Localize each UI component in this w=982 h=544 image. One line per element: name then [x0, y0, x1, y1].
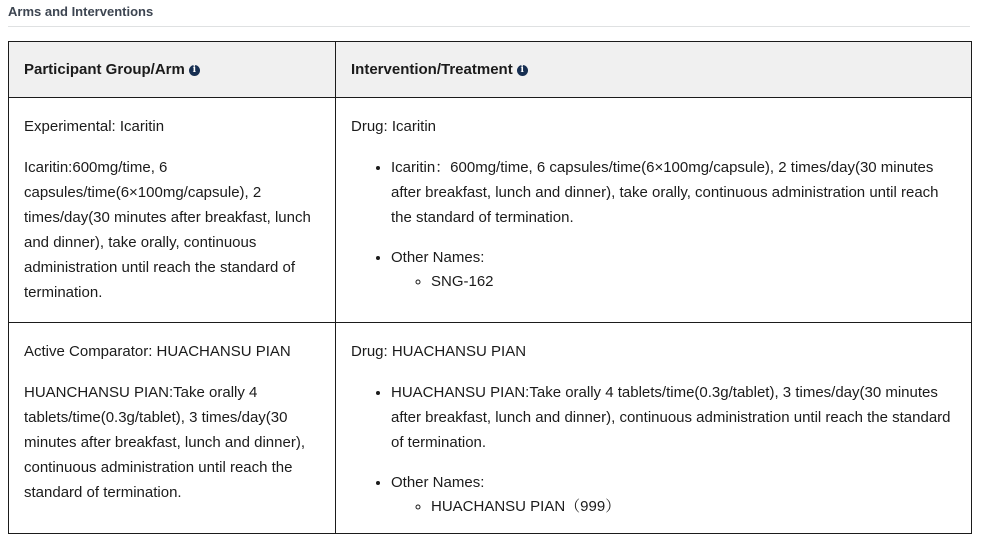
table-row: [9, 323, 972, 534]
other-names-label: • Other Names:: [391, 474, 485, 491]
info-icon[interactable]: i: [189, 65, 200, 76]
header-arm-label: Participant Group/Arm: [24, 61, 185, 78]
section-divider: [8, 26, 970, 27]
other-name: ◦ SNG-162: [431, 270, 956, 294]
other-names-item: [391, 470, 956, 519]
arm-cell: [9, 323, 336, 534]
other-names-list: [391, 270, 956, 294]
arm-description: HUANCHANSU PIAN:Take orally 4 tablets/time(0.3g/tablet), 3 times/day(30 minutes after breakfast, lunch and dinner), continuous administration until reach the standard of termination.: [24, 384, 305, 501]
intervention-description: • Icaritin：600mg/time, 6 capsules/time(6×100mg/capsule), 2 times/day(30 minutes after breakfast, lunch and dinner), take orally, continuous administration until reach the standard of termination.: [391, 155, 956, 230]
intervention-cell: [336, 98, 972, 323]
intervention-list: [351, 155, 956, 294]
header-intervention-label: Intervention/Treatment: [351, 61, 513, 78]
intervention-cell: [336, 323, 972, 534]
other-names-label: • Other Names:: [391, 249, 485, 266]
info-icon[interactable]: i: [517, 65, 528, 76]
table-row: [9, 98, 972, 323]
arms-interventions-table: [8, 41, 972, 534]
arm-title: Experimental: Icaritin: [24, 118, 165, 135]
header-intervention-treatment: [336, 42, 972, 98]
other-names-item: [391, 245, 956, 294]
section-title: Arms and Interventions: [8, 4, 154, 19]
intervention-description: • HUACHANSU PIAN:Take orally 4 tablets/time(0.3g/tablet), 3 times/day(30 minutes after breakfast, lunch and dinner), continuous administration until reach the standard of termination.: [391, 380, 956, 455]
intervention-title: Drug: Icaritin: [351, 118, 437, 135]
table-header-row: [9, 42, 972, 98]
arm-cell: [9, 98, 336, 323]
arm-description: Icaritin:600mg/time, 6 capsules/time(6×100mg/capsule), 2 times/day(30 minutes after breakfast, lunch and dinner), take orally, continuous administration until reach the standard of termination.: [24, 159, 311, 301]
intervention-list: [351, 380, 956, 519]
arm-title: Active Comparator: HUACHANSU PIAN: [24, 343, 291, 360]
other-names-list: [391, 495, 956, 519]
intervention-title: Drug: HUACHANSU PIAN: [351, 343, 527, 360]
other-name: ◦ HUACHANSU PIAN（999）: [431, 495, 956, 519]
header-participant-group-arm: [9, 42, 336, 98]
